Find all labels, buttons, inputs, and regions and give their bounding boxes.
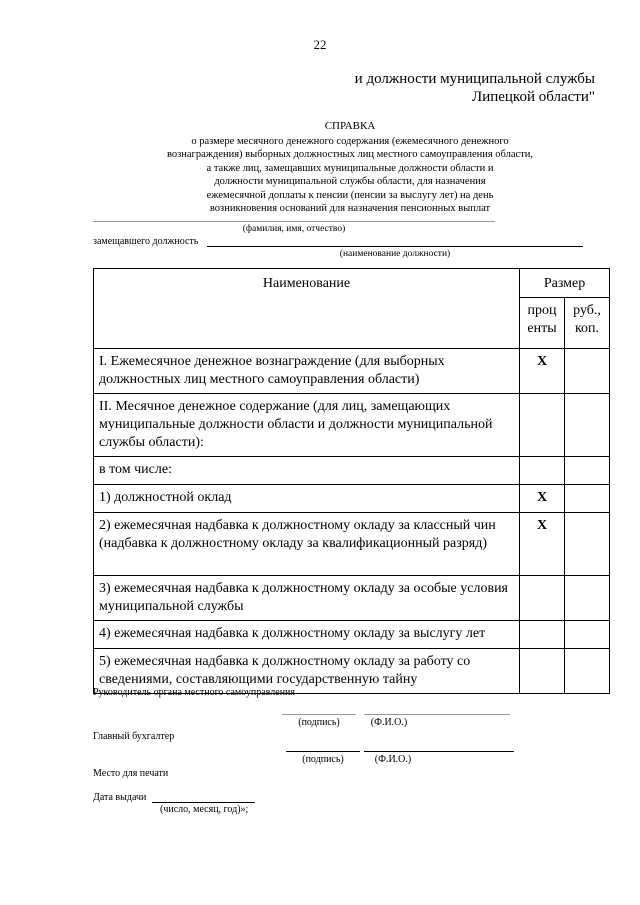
col-header-percent: проц енты [520, 298, 565, 349]
row-percent [520, 457, 565, 485]
header-line-1: и должности муниципальной службы [354, 71, 595, 87]
col-header-name: Наименование [94, 269, 520, 349]
head-fio-line [364, 714, 510, 715]
row-rub [565, 576, 610, 621]
row-rub [565, 349, 610, 394]
head-label: Руководитель органа местного самоуправления [93, 687, 295, 698]
stamp-label: Место для печати [93, 768, 169, 779]
row-name: 5) ежемесячная надбавка к должностному окладу за работу со сведениями, составляющими государственную тайну [94, 649, 520, 694]
title-line: должности муниципальной службы области, для назначения [214, 176, 486, 187]
page-number: 22 [313, 37, 327, 52]
date-line [152, 802, 255, 803]
accountant-fio-line [364, 751, 514, 752]
salary-table [93, 268, 610, 694]
row-percent [520, 621, 565, 649]
row-name: 3) ежемесячная надбавка к должностному окладу за особые условия муниципальной службы [94, 576, 520, 621]
header-line-2: Липецкой области" [472, 89, 595, 105]
fio-caption: (фамилия, имя, отчество) [242, 224, 346, 234]
row-name: 1) должностной оклад [94, 485, 520, 513]
head-sign-line [282, 714, 356, 715]
row-percent [520, 576, 565, 621]
row-name: в том числе: [94, 457, 520, 485]
row-rub [565, 513, 610, 576]
position-caption: (наименование должности) [339, 249, 451, 259]
head-sign-caption: (подпись) [298, 717, 340, 728]
row-name: 4) ежемесячная надбавка к должностному окладу за выслугу лет [94, 621, 520, 649]
position-label: замещавшего должность [93, 236, 199, 247]
row-rub [565, 649, 610, 694]
table-row [94, 485, 610, 513]
head-fio-caption: (Ф.И.О.) [370, 717, 408, 728]
table-row [94, 457, 610, 485]
title-line: о размере месячного денежного содержания (ежемесячного денежного [191, 135, 509, 147]
row-percent [520, 394, 565, 457]
title-line: а также лиц, замещавших муниципальные должности области и [206, 162, 494, 174]
title-line: вознаграждения) выборных должностных лиц местного самоуправления области, [166, 149, 534, 160]
col-header-size: Размер [520, 269, 610, 298]
accountant-label: Главный бухгалтер [93, 731, 175, 742]
table-header-row [94, 269, 610, 298]
table-row [94, 394, 610, 457]
row-percent [520, 649, 565, 694]
table-row [94, 621, 610, 649]
row-percent: X [520, 485, 565, 513]
title-line: возникновения оснований для назначения пенсионных выплат [209, 203, 491, 214]
col-header-rub: руб., коп. [565, 298, 610, 349]
fio-line [93, 221, 495, 222]
row-name: I. Ежемесячное денежное вознаграждение (для выборных должностных лиц местного самоуправления области) [94, 349, 520, 394]
accountant-sign-line [286, 751, 360, 752]
accountant-fio-caption: (Ф.И.О.) [374, 754, 412, 765]
certificate-heading: СПРАВКА [324, 120, 376, 132]
table-row [94, 513, 610, 576]
title-line: ежемесячной доплаты к пенсии (пенсии за выслугу лет) на день [206, 189, 494, 201]
row-percent: X [520, 349, 565, 394]
row-rub [565, 485, 610, 513]
row-rub [565, 394, 610, 457]
row-rub [565, 621, 610, 649]
date-label: Дата выдачи [93, 792, 147, 803]
row-percent: X [520, 513, 565, 576]
certificate-title [100, 120, 600, 216]
table-row [94, 349, 610, 394]
table-row [94, 576, 610, 621]
row-name: 2) ежемесячная надбавка к должностному окладу за классный чин (надбавка к должностному окладу за квалификационный разряд) [94, 513, 520, 576]
accountant-sign-caption: (подпись) [302, 754, 344, 765]
date-caption: (число, месяц, год)»; [160, 804, 249, 815]
position-line [207, 246, 583, 247]
row-name: II. Месячное денежное содержание (для лиц, замещающих муниципальные должности области и должности муниципальной службы области): [94, 394, 520, 457]
row-rub [565, 457, 610, 485]
